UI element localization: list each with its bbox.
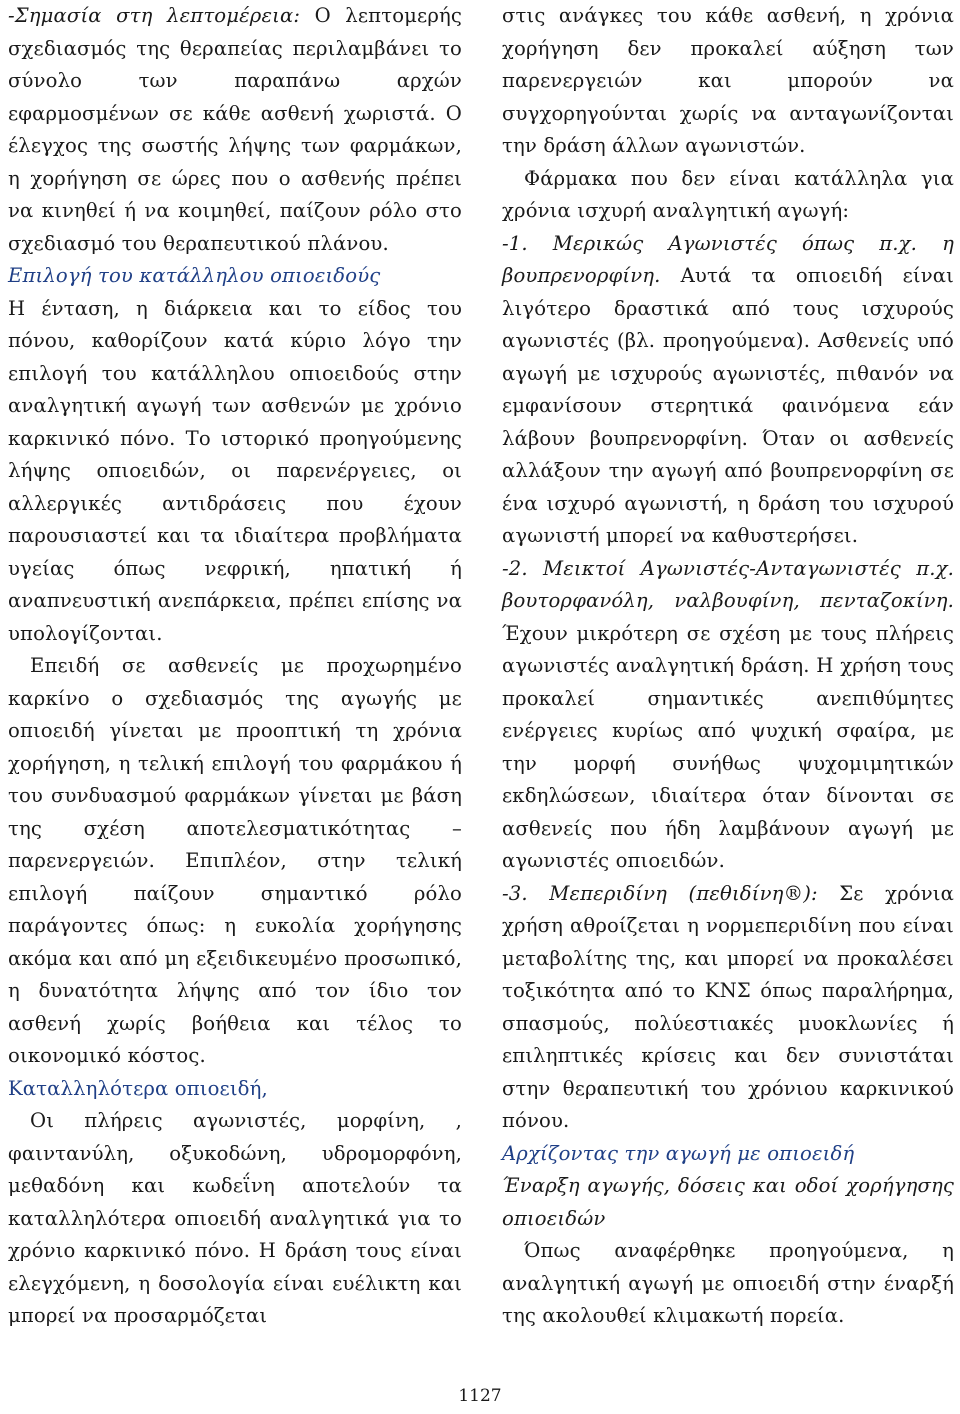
list-item-partial-agonists (502, 228, 954, 553)
list-item-label: -2. Μεικτοί Αγωνιστές-Ανταγωνιστές π.χ. βουτορφανόλη, ναλβουφίνη, πενταζοκίνη. (502, 556, 954, 612)
paragraph-full-agonists: Οι πλήρεις αγωνιστές, μορφίνη, , φαιντανύλη, οξυκοδώνη, υδρομορφόνη, μεθαδόνη και κωδεΐνη αποτελούν τα καταλληλότερα οπιοειδή αναλγητικά για το χρόνιο καρκινικό πόνο. Η δράση τους είναι ελεγχόμενη, η δοσολογία είναι ευέλικτη και μπορεί να προσαρμόζεται (8, 1109, 462, 1327)
list-item-mixed-agonists (502, 553, 954, 878)
paragraph-unsuitable-drugs: Φάρμακα που δεν είναι κατάλληλα για χρόνια ισχυρή αναλγητική αγωγή: (502, 166, 954, 222)
list-item-body: Αυτά τα οπιοειδή είναι λιγότερο δραστικά από τους ισχυρούς αγωνιστές (βλ. προηγούμενα). Ασθενείς υπό αγωγή με ισχυρούς αγωνιστές, πιθανόν να εμφανίσουν στερητικά φαινόμενα εάν λάβουν βουπρενορφίνη. Όταν οι ασθενείς αλλάξουν την αγωγή από βουπρενορφίνη σε ένα ισχυρό αγωνιστή, η δράση του ισχυρού αγωνιστή μπορεί να καθυστερήσει. (502, 264, 954, 547)
list-item-body: Έχουν μικρότερη σε σχέση με τους πλήρεις αγωνιστές αναλγητική δράση. Η χρήση τους προκαλεί σημαντικές ανεπιθύμητες ενέργειες κυρίως από ψυχική σφαίρα, με την μορφή συνήθως ψυχομιμητικών εκδηλώσεων, ιδιαίτερα όταν δίνονται σε ασθενείς που ήδη λαμβάνουν αγωγή με αγωνιστές οπιοειδών. (502, 621, 954, 872)
page-number: 1127 (458, 1386, 502, 1406)
paragraph-continued: στις ανάγκες του κάθε ασθενή, η χρόνια χορήγηση δεν προκαλεί αύξηση των παρενεργειών και μπορούν να συγχορηγούνται χωρίς να ανταγωνίζονται την δράση άλλων αγωνιστών. (502, 4, 954, 157)
paragraph-label: -Σημασία στη λεπτομέρεια: (8, 4, 301, 27)
list-item-label: -1. Μερικώς Αγωνιστές όπως π.χ. η βουπρενορφίνη. (502, 231, 954, 287)
subheading-dosage-routes: Έναρξη αγωγής, δόσεις και οδοί χορήγησης οπιοειδών (502, 1174, 954, 1230)
left-column (8, 0, 462, 1333)
list-item-body: Σε χρόνια χρήση αθροίζεται η νορμεπεριδίνη που είναι μεταβολίτης της, και μπορεί να προκαλέσει τοξικότητα από το ΚΝΣ όπως παραλήρημα, σπασμούς, πολύεστιακές μυοκλωνίες ή επιληπτικές κρίσεις και δεν συνιστάται στην θεραπευτική του χρόνιου καρκινικού πόνου. (502, 881, 954, 1132)
paragraph-chronic-administration: Επειδή σε ασθενείς με προχωρημένο καρκίνο ο σχεδιασμός της αγωγής με οπιοειδή γίνεται με προοπτική τη χρόνια χορήγηση, η τελική επιλογή του φαρμάκου ή του συνδυασμού φαρμάκων γίνεται με βάση της σχέση αποτελεσματικότητας – παρενεργειών. Επιπλέον, στην τελική επιλογή παίζουν σημαντικό ρόλο παράγοντες όπως: η ευκολία χορήγησης ακόμα και από μη εξειδικευμένο προσωπικό, η δυνατότητα λήψης από τον ίδιο τον ασθενή χωρίς βοήθεια και τέλος το οικονομικό κόστος. (8, 654, 462, 1067)
right-column (502, 0, 954, 1333)
section-heading-starting-therapy: Αρχίζοντας την αγωγή με οπιοειδή (502, 1141, 855, 1165)
list-item-pethidine (502, 878, 954, 1138)
section-heading-opioid-selection: Επιλογή του κατάλληλου οπιοειδούς (8, 264, 381, 287)
paragraph-selection-criteria: Η ένταση, η διάρκεια και το είδος του πόνου, καθορίζουν κατά κύριο λόγο την επιλογή του κατάλληλου οπιοειδούς στην αναλγητική αγωγή των ασθενών με χρόνιο καρκινικό πόνο. Το ιστορικό προηγούμενης λήψης οπιοειδών, οι παρενέργειες, οι αλλεργικές αντιδράσεις που έχουν παρουσιαστεί και τα ιδιαίτερα προβλήματα υγείας όπως νεφρική, ηπατική ή αναπνευστική ανεπάρκεια, πρέπει επίσης να υπολογίζονται. (8, 296, 462, 645)
paragraph-stepwise-course: Όπως αναφέρθηκε προηγούμενα, η αναλγητική αγωγή με οπιοειδή στην έναρξή της ακολουθεί κλιμακωτή πορεία. (502, 1239, 954, 1327)
paragraph-body: Ο λεπτομερής σχεδιασμός της θεραπείας περιλαμβάνει το σύνολο των παραπάνω αρχών εφαρμοσμένων σε κάθε ασθενή χωριστά. Ο έλεγχος της σωστής λήψης των φαρμάκων, η χορήγηση σε ώρες που ο ασθενής πρέπει να κινηθεί ή να κοιμηθεί, παίζουν ρόλο στο σχεδιασμό του θεραπευτικού πλάνου. (8, 4, 463, 255)
paragraph-detail-importance (8, 0, 462, 260)
section-heading-suitable-opioids: Καταλληλότερα οπιοειδή, (8, 1076, 268, 1100)
list-item-label: -3. Μεπεριδίνη (πεθιδίνη®): (502, 881, 818, 905)
